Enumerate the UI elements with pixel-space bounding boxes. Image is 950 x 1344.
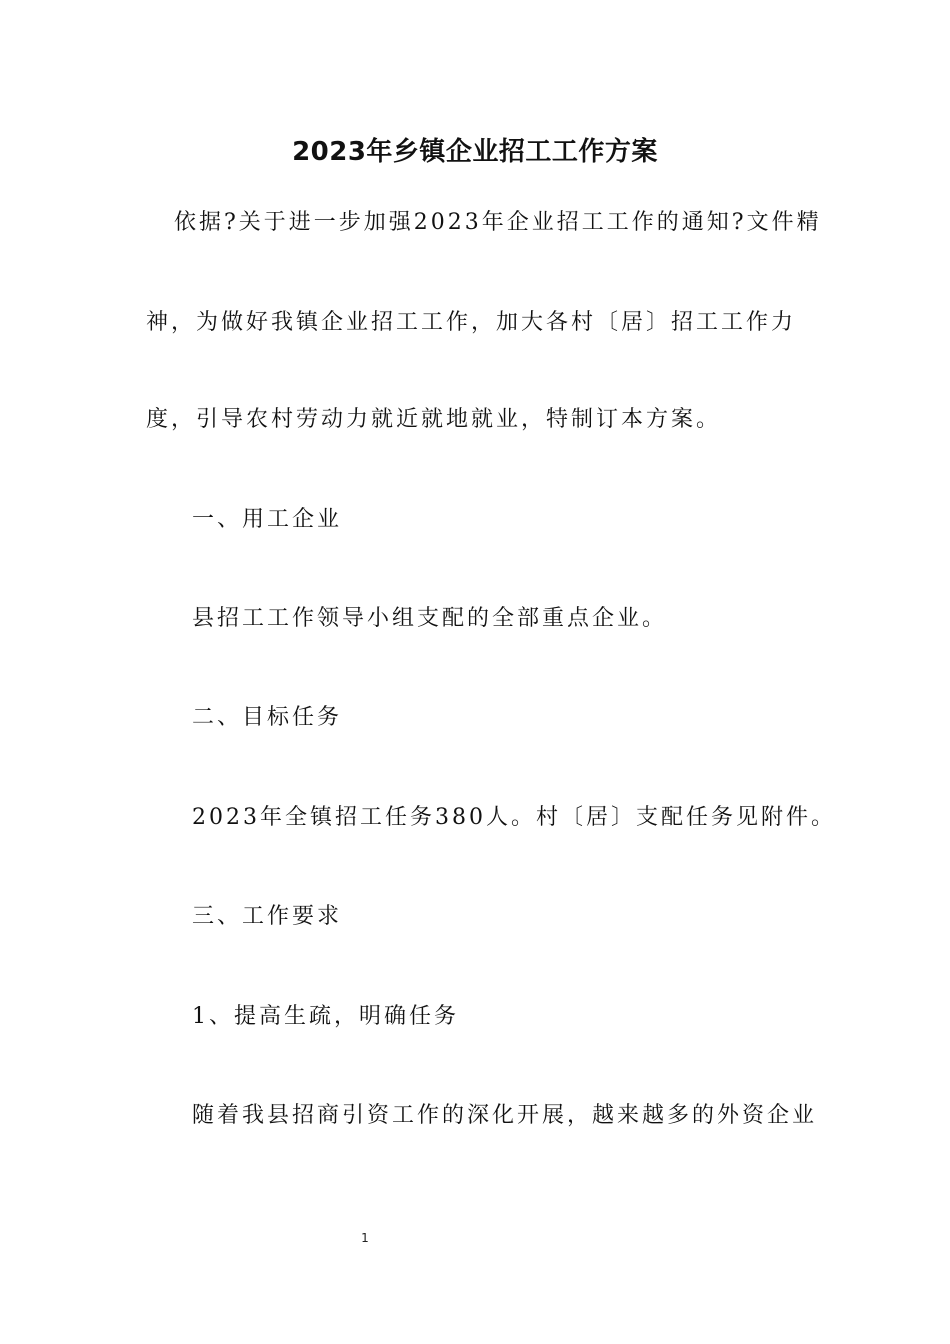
paragraph-line: 依据?关于进一步加强2023年企业招工工作的通知?文件精 (174, 210, 822, 235)
paragraph-line: 随着我县招商引资工作的深化开展，越来越多的外资企业 (192, 1103, 818, 1128)
subsection-heading: 1、提高生疏，明确任务 (192, 1004, 459, 1029)
section-heading: 一、用工企业 (192, 507, 343, 532)
section-heading: 二、目标任务 (192, 705, 343, 730)
section-heading: 三、工作要求 (192, 904, 343, 929)
paragraph-line: 县招工工作领导小组支配的全部重点企业。 (192, 606, 668, 631)
paragraph-line: 神，为做好我镇企业招工工作，加大各村〔居〕招工工作力 (146, 310, 797, 335)
page-number: 1 (361, 1231, 369, 1245)
paragraph-line: 2023年全镇招工任务380人。村〔居〕支配任务见附件。 (192, 805, 836, 830)
document-title: 2023年乡镇企业招工工作方案 (292, 137, 658, 167)
paragraph-line: 度，引导农村劳动力就近就地就业，特制订本方案。 (146, 407, 722, 432)
